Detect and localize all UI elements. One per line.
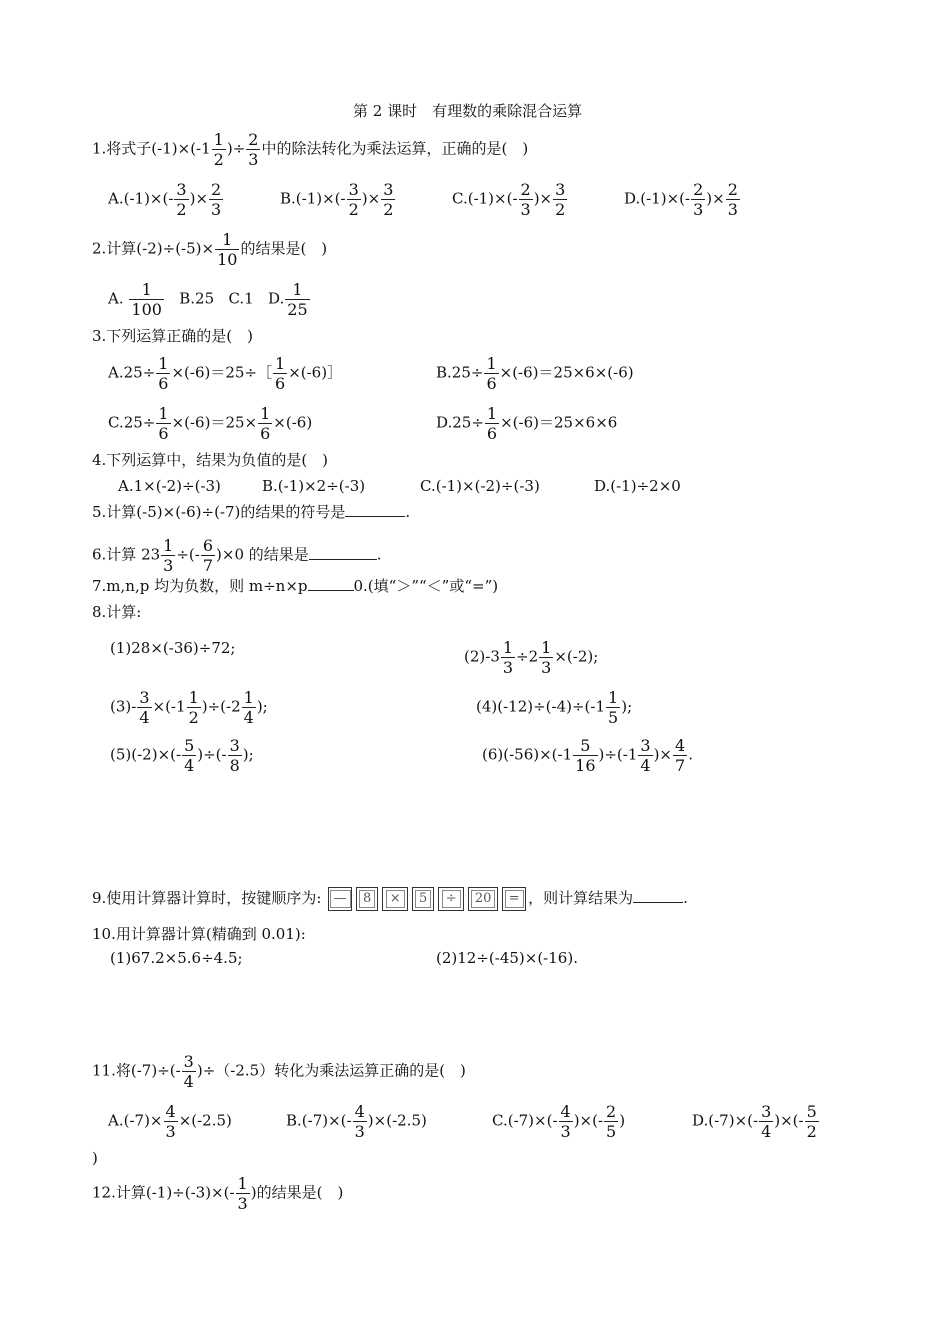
calc-key-20: 20 bbox=[468, 887, 498, 911]
question-2: 2.计算(-2)÷(-5)× $\frac{1}{10}$ 的结果是( ) bbox=[92, 230, 328, 269]
q8-part-5: (5)(-2)×(- $\frac{5}{4}$ )÷(- $\frac{3}{8}$ ); bbox=[110, 736, 254, 775]
page-title: 第 2 课时 有理数的乘除混合运算 bbox=[353, 102, 583, 120]
question-7: 7.m,n,p 均为负数，则 m÷n×p 0.(填“＞”“＜”或“=”) bbox=[92, 577, 499, 595]
q11-option-a: A.(-7)× $\frac{4}{3}$ ×(-2.5) bbox=[108, 1102, 232, 1141]
question-11: 11.将(-7)÷(- $\frac{3}{4}$ )÷（-2.5）转化为乘法运算正确的是( ) bbox=[92, 1052, 466, 1091]
q10-part-1: (1)67.2×5.6÷4.5; bbox=[110, 949, 243, 967]
q8-part-4: (4)(-12)÷(-4)÷(-1 $\frac{1}{5}$ ); bbox=[476, 688, 633, 727]
q8-part-1: (1)28×(-36)÷72; bbox=[110, 639, 236, 657]
answer-blank[interactable] bbox=[345, 502, 405, 517]
calc-key-equals: = bbox=[502, 887, 526, 911]
q1-option-c: C.(-1)×(- $\frac{2}{3}$ )× $\frac{3}{2}$ bbox=[452, 180, 566, 219]
q1-option-b: B.(-1)×(- $\frac{3}{2}$ )× $\frac{3}{2}$ bbox=[280, 180, 394, 219]
q8-part-3: (3)- $\frac{3}{4}$ ×(-1 $\frac{1}{2}$ )÷(-2 $\frac{1}{4}$ ); bbox=[110, 688, 268, 727]
q3-option-b: B.25÷ $\frac{1}{6}$ ×(-6)＝25×6×(-6) bbox=[436, 354, 634, 393]
calc-key-5: 5 bbox=[412, 887, 434, 911]
question-3: 3.下列运算正确的是( ) bbox=[92, 327, 254, 345]
q11-option-d-tail: ) bbox=[92, 1149, 98, 1167]
q4-option-d: D.(-1)÷2×0 bbox=[594, 477, 681, 495]
q3-option-d: D.25÷ $\frac{1}{6}$ ×(-6)＝25×6×6 bbox=[436, 404, 618, 443]
q11-option-b: B.(-7)×(- $\frac{4}{3}$ )×(-2.5) bbox=[286, 1102, 427, 1141]
question-5: 5.计算(-5)×(-6)÷(-7)的结果的符号是 . bbox=[92, 503, 411, 521]
q11-option-d: D.(-7)×(- $\frac{3}{4}$ )×(- $\frac{5}{2}$ bbox=[692, 1102, 817, 1141]
q2-options: A. $\frac{1}{100}$ B.25 C.1 D. $\frac{1}{25}$ bbox=[108, 280, 308, 319]
q3-option-a: A.25÷ $\frac{1}{6}$ ×(-6)＝25÷［ $\frac{1}{6}$ ×(-6)］ bbox=[108, 354, 343, 393]
answer-blank[interactable] bbox=[308, 576, 354, 591]
q8-part-6: (6)(-56)×(-1 $\frac{5}{16}$ )÷(-1 $\frac{3}{4}$ )× $\frac{4}{7}$ . bbox=[482, 736, 693, 775]
q8-part-2: (2)-3 $\frac{1}{3}$ ÷2 $\frac{1}{3}$ ×(-2); bbox=[464, 638, 599, 677]
fraction: $\frac{1}{2}$ bbox=[213, 130, 224, 169]
answer-blank[interactable] bbox=[633, 888, 683, 903]
calc-key-minus: — bbox=[328, 887, 352, 911]
question-4: 4.下列运算中，结果为负值的是( ) bbox=[92, 451, 329, 469]
q4-option-b: B.(-1)×2÷(-3) bbox=[262, 477, 366, 495]
q4-option-a: A.1×(-2)÷(-3) bbox=[118, 477, 221, 495]
q1-option-d: D.(-1)×(- $\frac{2}{3}$ )× $\frac{2}{3}$ bbox=[624, 180, 738, 219]
question-12: 12.计算(-1)÷(-3)×(- $\frac{1}{3}$ )的结果是( ) bbox=[92, 1174, 344, 1213]
question-1: 1.将式子(-1)×(-1 $\frac{1}{2}$ )÷ $\frac{2}{3}$ 中的除法转化为乘法运算，正确的是( ) bbox=[92, 130, 529, 169]
answer-blank[interactable] bbox=[309, 545, 377, 560]
q11-option-c: C.(-7)×(- $\frac{4}{3}$ )×(- $\frac{2}{5}$ ) bbox=[492, 1102, 626, 1141]
calc-key-8: 8 bbox=[356, 887, 378, 911]
question-10: 10.用计算器计算(精确到 0.01): bbox=[92, 925, 306, 943]
q1-option-a: A.(-1)×(- $\frac{3}{2}$ )× $\frac{2}{3}$ bbox=[108, 180, 222, 219]
q10-part-2: (2)12÷(-45)×(-16). bbox=[436, 949, 578, 967]
q3-option-c: C.25÷ $\frac{1}{6}$ ×(-6)＝25× $\frac{1}{6}$ ×(-6) bbox=[108, 404, 313, 443]
question-6: 6.计算 23 $\frac{1}{3}$ ÷(- $\frac{6}{7}$ )×0 的结果是 . bbox=[92, 536, 382, 575]
question-8: 8.计算: bbox=[92, 603, 142, 621]
q4-option-c: C.(-1)×(-2)÷(-3) bbox=[420, 477, 540, 495]
calc-key-divide: ÷ bbox=[438, 887, 464, 911]
calc-key-multiply: × bbox=[382, 887, 408, 911]
question-9: 9.使用计算器计算时，按键顺序为: — 8 × 5 ÷ 20 = ，则计算结果为 . bbox=[92, 886, 688, 911]
fraction: $\frac{2}{3}$ bbox=[248, 130, 259, 169]
